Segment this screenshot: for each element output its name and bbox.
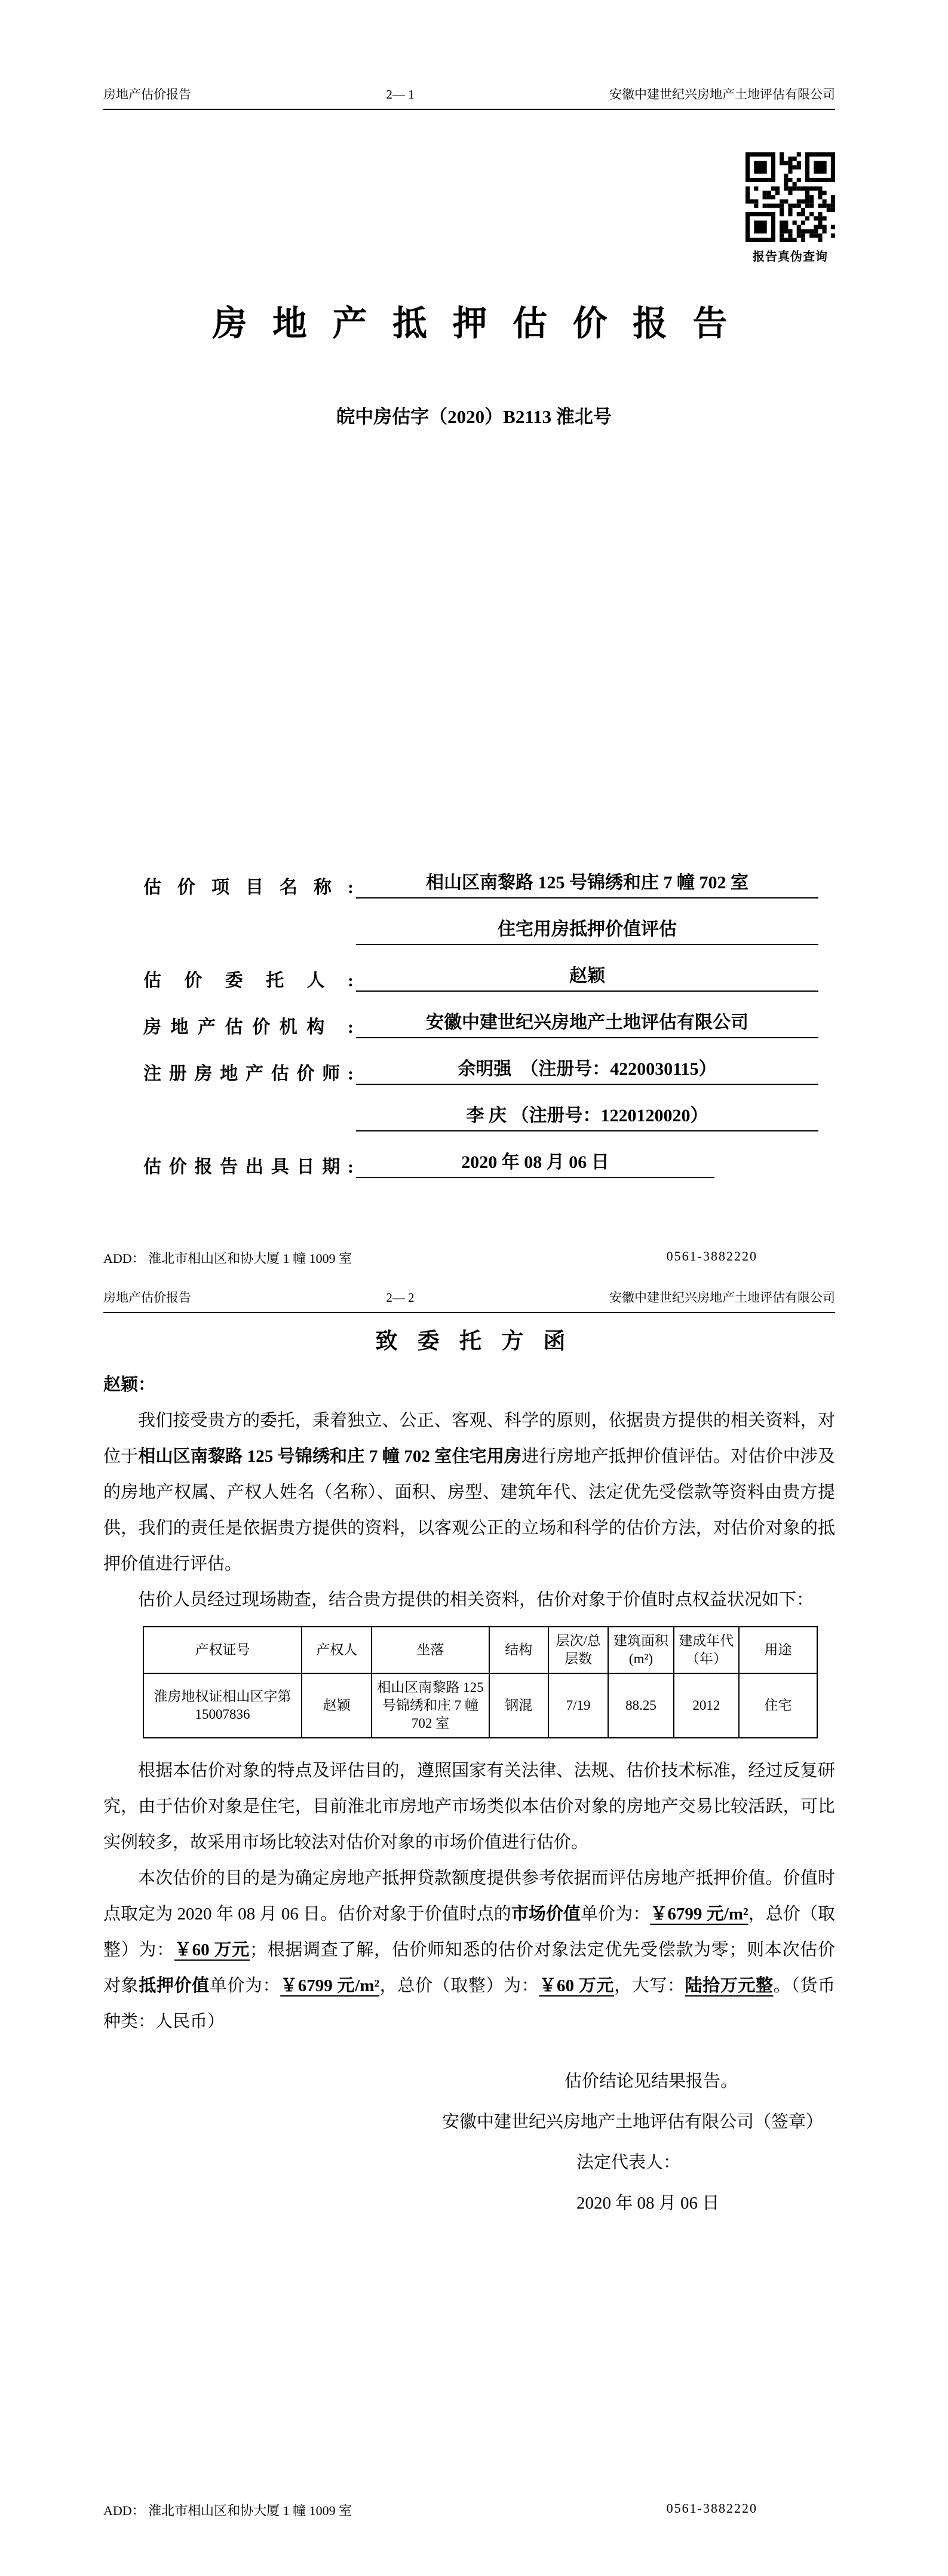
footer-address: ADD： 淮北市相山区和协大厦 1 幢 1009 室 bbox=[103, 2503, 352, 2518]
field-value: 李 庆 （注册号：1220120020） bbox=[356, 1100, 818, 1131]
col-header-location: 坐落 bbox=[372, 1627, 489, 1673]
col-header-year: 建成年代（年） bbox=[674, 1627, 739, 1673]
header-doc-type: 房地产估价报告 bbox=[103, 1290, 191, 1305]
page2-running-header bbox=[103, 1288, 835, 1313]
amount-in-words: 陆拾万元整 bbox=[685, 1976, 774, 1995]
field-value: 2020 年 08 月 06 日 bbox=[356, 1147, 714, 1178]
closing-company-seal: 安徽中建世纪兴房地产土地评估有限公司（签章） bbox=[441, 2112, 823, 2132]
field-label: 估 价 项 目 名 称 : bbox=[143, 878, 354, 897]
col-header-structure: 结构 bbox=[489, 1627, 548, 1673]
qr-block bbox=[745, 152, 836, 264]
property-rights-table bbox=[143, 1626, 818, 1738]
cell-location: 相山区南黎路 125 号锦绣和庄 7 幢 702 室 bbox=[372, 1673, 489, 1738]
header-doc-type: 房地产估价报告 bbox=[103, 87, 191, 102]
field-label: 注册房地产估价师: bbox=[143, 1064, 354, 1084]
salutation: 赵颖： bbox=[103, 1375, 156, 1394]
cell-owner: 赵颖 bbox=[302, 1673, 372, 1738]
footer-phone: 0561-3882220 bbox=[666, 1249, 757, 1264]
field-row-agency bbox=[143, 1006, 818, 1038]
para1-text: 我们接受贵方的委托，秉着独立、公正、客观、科学的原则，依据贵方提供的相关资料，对位于 bbox=[103, 1411, 835, 1466]
col-header-owner: 产权人 bbox=[302, 1627, 372, 1673]
field-row-project-name bbox=[143, 866, 818, 898]
qr-code-icon bbox=[745, 152, 835, 242]
cell-use: 住宅 bbox=[739, 1673, 817, 1738]
market-value-term: 市场价值 bbox=[511, 1905, 581, 1924]
report-title: 房 地 产 抵 押 估 价 报 告 bbox=[212, 304, 736, 343]
para1-text: 进行房地产抵押价值评估。对估价中涉及的房地产权属、产权人姓名（名称）、面积、房型、建筑年代、法定优先受偿款等资料由贵方提供，我们的责任是依据贵方提供的资料，以客观公正的立场和科学的估价方法，对估价对象的抵押价值进行评估。 bbox=[103, 1447, 835, 1574]
page1-running-header bbox=[103, 85, 835, 110]
closing-legal-representative: 法定代表人： bbox=[576, 2153, 681, 2172]
field-row-appraiser-1 bbox=[143, 1053, 818, 1085]
field-row-appraiser-2 bbox=[143, 1099, 818, 1131]
page1-running-footer bbox=[103, 1249, 835, 1267]
field-value: 余明强 （注册号：4220030115） bbox=[356, 1054, 818, 1085]
para4-text: ，大写： bbox=[614, 1976, 685, 1995]
field-label: 估价报告出具日期: bbox=[143, 1157, 354, 1177]
qr-caption: 报告真伪查询 bbox=[753, 250, 828, 263]
field-value: 安徽中建世纪兴房地产土地评估有限公司 bbox=[356, 1007, 818, 1038]
body-paragraph-method: 根据本估价对象的特点及评估目的，遵照国家有关法律、法规、估价技术标准，经过反复研究，由于估价对象是住宅，目前淮北市房地产市场类似本估价对象的房地产交易比较活跃，可比实例较多，故采用市场比较法对估价对象的市场价值进行估价。 bbox=[103, 1761, 835, 1852]
para4-text: ，总价（取整）为： bbox=[103, 1905, 835, 1959]
table-row bbox=[143, 1673, 817, 1738]
para4-text: 单价为： bbox=[581, 1905, 651, 1924]
mortgage-total-price: ￥60 万元 bbox=[539, 1976, 615, 1995]
field-value: 住宅用房抵押价值评估 bbox=[356, 914, 818, 945]
table-header-row bbox=[143, 1627, 817, 1673]
closing-conclusion-note: 估价结论见结果报告。 bbox=[564, 2072, 738, 2091]
col-header-certificate: 产权证号 bbox=[143, 1627, 302, 1673]
cell-year: 2012 bbox=[674, 1673, 739, 1738]
field-row-report-date bbox=[143, 1146, 818, 1178]
field-value: 相山区南黎路 125 号锦绣和庄 7 幢 702 室 bbox=[356, 867, 818, 898]
field-label: 房地产估价机构 : bbox=[143, 1017, 354, 1037]
header-company: 安徽中建世纪兴房地产土地评估有限公司 bbox=[609, 1290, 835, 1305]
field-value: 赵颖 bbox=[356, 961, 818, 992]
para1-subject-property: 相山区南黎路 125 号锦绣和庄 7 幢 702 室住宅用房 bbox=[138, 1447, 522, 1466]
para4-text: 本次估价的目的是为确定房地产抵押贷款额度提供参考依据而评估房地产抵押价值。价值时点取定为 2020 年 08 月 06 日。估价对象于价值时点的 bbox=[103, 1869, 835, 1924]
col-header-floor: 层次/总层数 bbox=[548, 1627, 608, 1673]
cell-certificate: 淮房地权证相山区字第 15007836 bbox=[143, 1673, 302, 1738]
closing-date: 2020 年 08 月 06 日 bbox=[576, 2194, 720, 2213]
para4-text: ；根据调查了解，估价师知悉的估价对象法定优先受偿款为零；则本次估价对象 bbox=[103, 1940, 835, 1995]
header-page-number: 2— 2 bbox=[386, 1290, 415, 1305]
report-number: 皖中房估字（2020）B2113 淮北号 bbox=[336, 406, 612, 427]
body-paragraph-commission bbox=[103, 1403, 835, 1582]
market-total-price: ￥60 万元 bbox=[174, 1940, 250, 1959]
cell-floor: 7/19 bbox=[548, 1673, 608, 1738]
field-row-client bbox=[143, 959, 818, 992]
para4-text: 。（货币种类：人民币） bbox=[103, 1976, 835, 2031]
mortgage-unit-price: ￥6799 元/m² bbox=[280, 1976, 380, 1995]
page2-running-footer bbox=[103, 2501, 835, 2519]
field-label: 估 价 委 托 人 : bbox=[143, 971, 354, 990]
header-company: 安徽中建世纪兴房地产土地评估有限公司 bbox=[609, 87, 835, 102]
field-row-project-name-cont bbox=[143, 913, 818, 945]
letter-body bbox=[103, 1367, 835, 2224]
cover-fields bbox=[143, 866, 818, 1192]
cell-area: 88.25 bbox=[608, 1673, 673, 1738]
col-header-area: 建筑面积(m²) bbox=[608, 1627, 673, 1673]
footer-address: ADD： 淮北市相山区和协大厦 1 幢 1009 室 bbox=[103, 1251, 352, 1266]
letter-title: 致 委 托 方 函 bbox=[375, 1329, 573, 1354]
closing-block bbox=[103, 2061, 835, 2224]
header-page-number: 2— 1 bbox=[386, 87, 415, 102]
body-paragraph-valuation bbox=[103, 1860, 835, 2040]
col-header-use: 用途 bbox=[739, 1627, 817, 1673]
mortgage-value-term: 抵押价值 bbox=[139, 1976, 210, 1995]
footer-phone: 0561-3882220 bbox=[666, 2501, 757, 2516]
para4-text: ，总价（取整）为： bbox=[379, 1976, 539, 1995]
cell-structure: 钢混 bbox=[489, 1673, 548, 1738]
para4-text: 单价为： bbox=[209, 1976, 281, 1995]
body-paragraph-inspection: 估价人员经过现场勘查，结合贵方提供的相关资料，估价对象于价值时点权益状况如下： bbox=[138, 1590, 814, 1609]
market-unit-price: ￥6799 元/m² bbox=[650, 1905, 748, 1924]
